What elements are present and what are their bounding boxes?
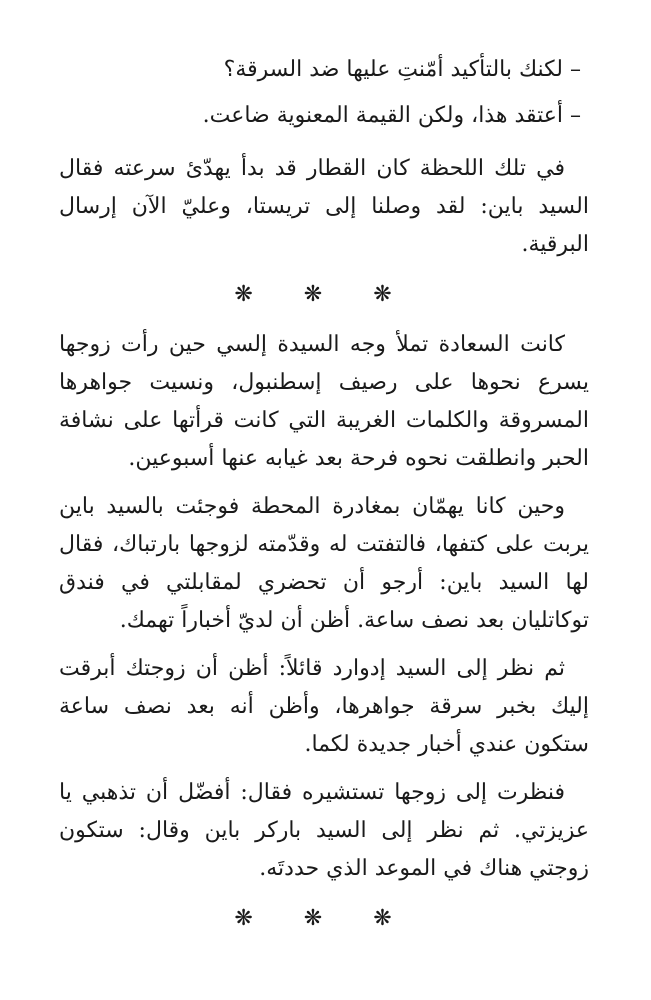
section-divider <box>59 904 589 934</box>
asterism-icon: ❋ <box>234 906 275 931</box>
book-page <box>59 52 589 934</box>
paragraph: ثم نظر إلى السيد إدوارد قائلاً: أظن أن زوجتك أبرقت إليك بخبر سرقة جواهرها، وأظن أنه بعد نصف ساعة ستكون عندي أخبار جديدة لكما. <box>59 656 589 757</box>
section-divider <box>59 280 589 310</box>
paragraph: فنظرت إلى زوجها تستشيره فقال: أفضّل أن تذهبي يا عزيزتي. ثم نظر إلى السيد باركر باين وقال: ستكون زوجتي هناك في الموعد الذي حددتَه. <box>59 780 589 881</box>
paragraph: وحين كانا يهمّان بمغادرة المحطة فوجئت بالسيد باين يربت على كتفها، فالتفتت له وقدّمته لزوجها بارتباك، فقال لها السيد باين: أرجو أن تحضري لمقابلتي في فندق توكاتليان بعد نصف ساعة. أظن أن لديّ أخباراً تهمك. <box>59 494 589 633</box>
asterism-icon: ❋ <box>234 282 275 307</box>
asterism-icon: ❋ <box>303 906 345 931</box>
dialog-line: – أعتقد هذا، ولكن القيمة المعنوية ضاعت. <box>202 103 581 128</box>
paragraph: كانت السعادة تملأ وجه السيدة إلسي حين رأت زوجها يسرع نحوها على رصيف إسطنبول، ونسيت جواهرها المسروقة والكلمات الغريبة التي كانت قرأتها على نشافة الحبر وانطلقت نحوه فرحة بعد غيابه عنها أسبوعين. <box>59 332 589 471</box>
asterism-icon: ❋ <box>373 282 414 307</box>
asterism-icon: ❋ <box>303 282 345 307</box>
asterism-icon: ❋ <box>373 906 414 931</box>
paragraph: في تلك اللحظة كان القطار قد بدأ يهدّئ سرعته فقال السيد باين: لقد وصلنا إلى تريستا، وعليّ الآن إرسال البرقية. <box>59 156 589 257</box>
dialog-line: – لكنك بالتأكيد أمّنتِ عليها ضد السرقة؟ <box>223 57 581 82</box>
